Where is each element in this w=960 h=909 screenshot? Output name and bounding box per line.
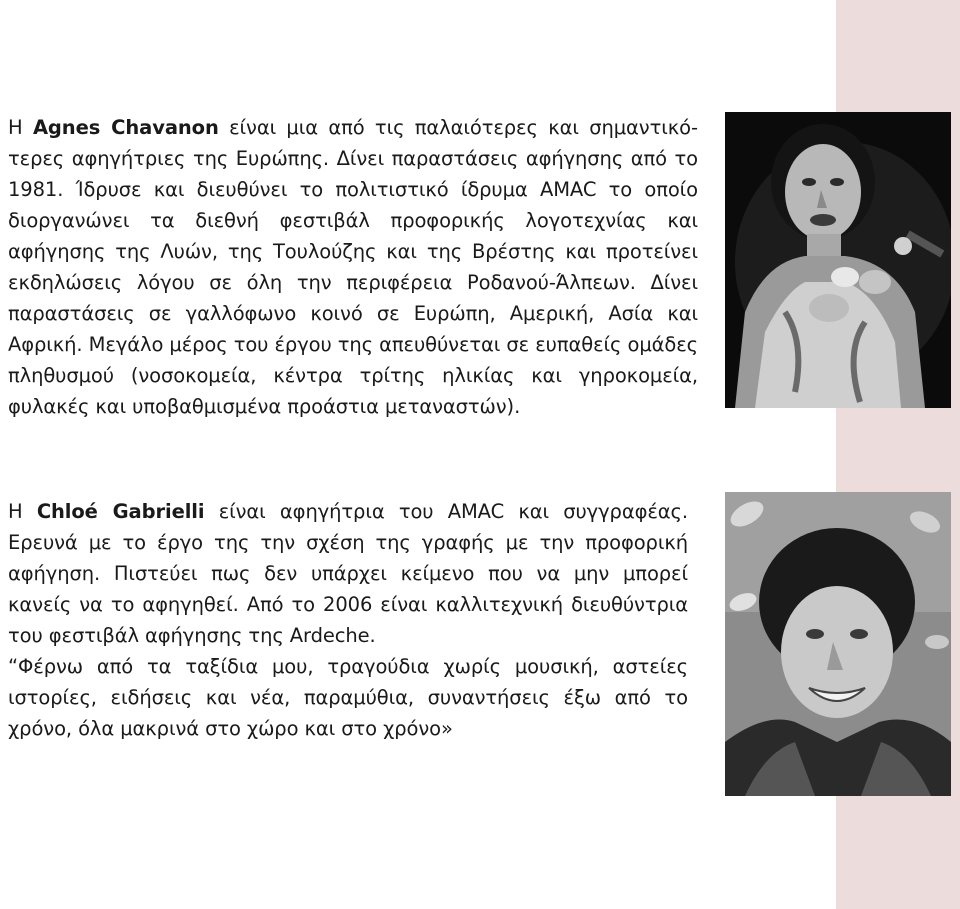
bio-chloe-paragraph — [8, 496, 688, 651]
bio-agnes-paragraph — [8, 112, 698, 422]
photo-agnes-chavanon — [725, 112, 951, 408]
bio-prefix: Η — [8, 500, 37, 523]
bio-prefix: Η — [8, 116, 33, 139]
bio-chloe-gabrielli — [8, 496, 688, 744]
person-name: Agnes Chavanon — [32, 116, 219, 139]
bio-text: είναι μια από τις παλαιότερες και σημαντικότερες αφηγήτριες της Ευρώπης. Δίνει παραστάσεις αφήγησης από το 1981. Ίδρυσε και διευθύνει το πολιτιστικό ίδρυμα AMAC το οποίο διοργανώνει τα διεθνή φεστιβάλ προφορικής λογοτεχνίας και αφήγησης της Λυών, της Τουλούζης και της Βρέστης και προτείνει εκδηλώσεις λόγου σε όλη την περιφέρεια Ροδανού-Άλπεων. Δίνει παραστάσεις σε γαλλόφωνο κοινό σε Ευρώπη, Αμερική, Ασία και Αφρική. Μεγάλο μέρος του έργου της απευθύνεται σε ευπαθείς ομάδες πληθυσμού (νοσοκομεία, κέντρα τρίτης ηλικίας και γηροκομεία, φυλακές και υποβαθμισμένα προάστια μεταναστών). — [8, 116, 698, 418]
bio-text: είναι αφηγήτρια του AMAC και συγγραφέας. Ερευνά με το έργο της την σχέση της γραφής με την προφορική αφήγηση. Πιστεύει πως δεν υπάρχει κείμενο που να μην μπορεί κανείς να το αφηγηθεί. Από το 2006 είναι καλλιτεχνική διευθύντρια του φεστιβάλ αφήγησης της Ardeche. — [8, 500, 688, 647]
bio-agnes-chavanon — [8, 112, 698, 422]
bio-chloe-quote: “Φέρνω από τα ταξίδια μου, τραγούδια χωρίς μουσική, αστείες ιστορίες, ειδήσεις και νέα, παραμύθια, συναντήσεις έξω από το χρόνο, όλα μακρινά στο χώρο και στο χρόνο» — [8, 655, 688, 740]
photo-chloe-gabrielli — [725, 492, 951, 796]
person-name: Chloé Gabrielli — [36, 500, 205, 523]
